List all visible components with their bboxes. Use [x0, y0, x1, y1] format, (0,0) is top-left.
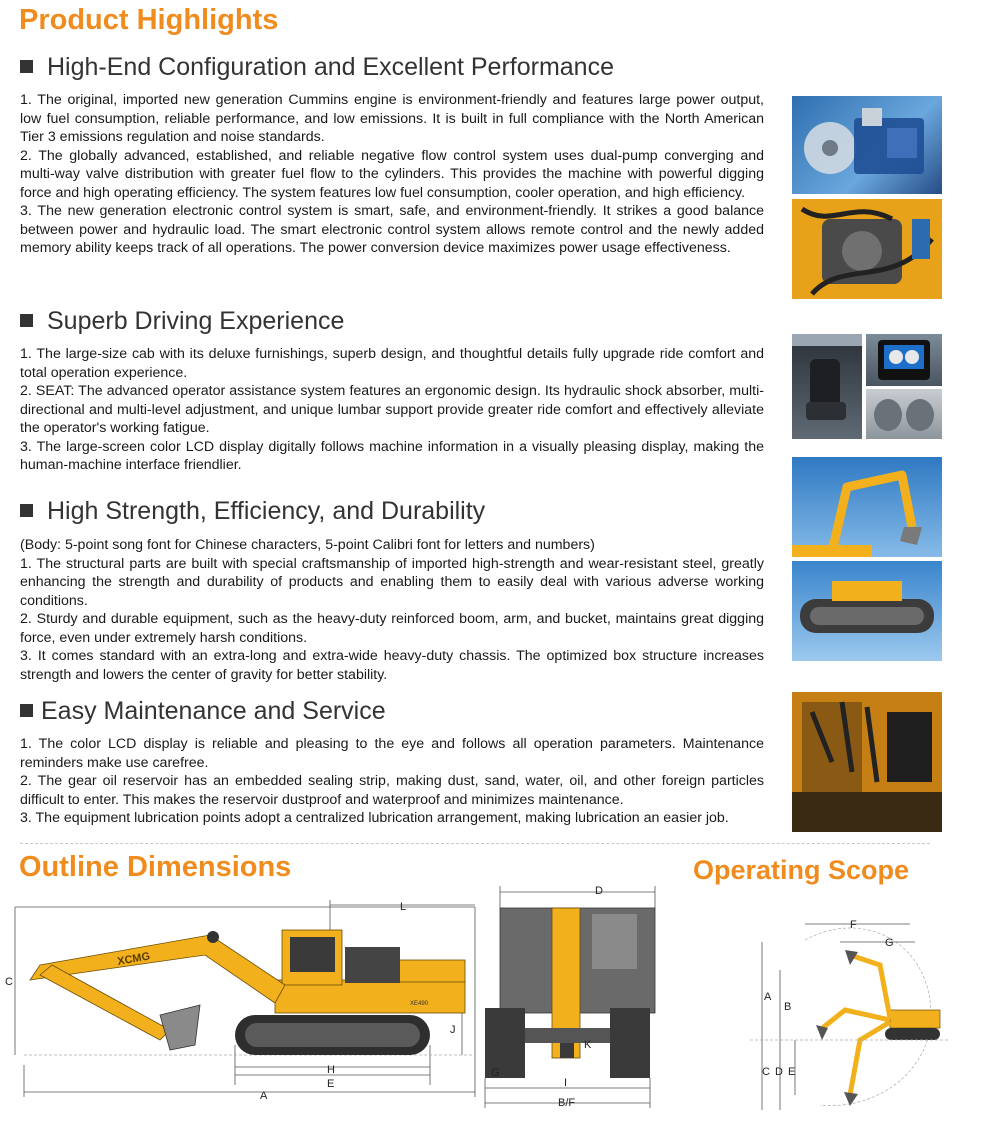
dim-label-k: K	[584, 1039, 592, 1051]
scope-label-f: F	[850, 919, 857, 931]
dim-label-j: J	[450, 1024, 456, 1036]
section-heading-text: High Strength, Efficiency, and Durability	[47, 497, 486, 525]
scope-label-d: D	[775, 1066, 783, 1078]
paragraph: 1. The large-size cab with its deluxe furnishings, superb design, and thoughtful details fully upgrade ride comfort and total operation experience.	[20, 346, 764, 381]
dim-label-d: D	[595, 885, 603, 897]
scope-label-a: A	[764, 991, 772, 1003]
section-heading-text: Superb Driving Experience	[47, 307, 345, 335]
paragraph: 2. The gear oil reservoir has an embedded sealing strip, making dust, sand, water, oil, and other foreign particles difficult to enter. This makes the reservoir dustproof and waterproof and minimizes maintenance.	[20, 773, 764, 808]
square-bullet-icon	[20, 504, 33, 517]
paragraph: 2. SEAT: The advanced operator assistance system features an ergonomic design. Its hydraulic shock absorber, multi-directional and multi-level adjustment, and unique lumbar support provide greater ride comfort and effectively alleviate the operator's working fatigue.	[20, 383, 764, 436]
section-body-performance	[20, 91, 764, 258]
operating-scope-title: Operating Scope	[693, 855, 910, 885]
brand-mark: XCMG	[116, 950, 152, 968]
maintenance-photo	[792, 692, 942, 832]
paragraph: (Body: 5-point song font for Chinese characters, 5-point Calibri font for letters and numbers)	[20, 537, 595, 553]
scope-label-b: B	[784, 1001, 792, 1013]
paragraph: 3. The new generation electronic control system is smart, safe, and environment-friendly. It strikes a good balance between power and hydraulic load. The smart electronic control system allows remote control and the newly added memory ability keeps track of all operations. The power conversion device maximizes power usage effectiveness.	[20, 203, 764, 256]
section-heading-maintenance	[20, 697, 386, 726]
model-mark: XE490	[410, 1001, 429, 1007]
dim-label-h: H	[327, 1064, 335, 1076]
square-bullet-icon	[20, 704, 33, 717]
paragraph: 3. The equipment lubrication points adopt a centralized lubrication arrangement, making lubrication an easier job.	[20, 810, 729, 826]
section-heading-text: Easy Maintenance and Service	[41, 697, 386, 725]
dim-label-l: L	[400, 901, 407, 913]
section-body-maintenance	[20, 735, 764, 828]
square-bullet-icon	[20, 314, 33, 327]
dim-label-i: I	[564, 1077, 568, 1089]
lcd-display-photo	[866, 334, 942, 386]
outline-dimensions-title: Outline Dimensions	[19, 851, 292, 883]
operating-scope-drawing	[750, 910, 950, 1115]
cab-seat-photo	[792, 334, 862, 439]
dim-label-bf: B/F	[558, 1097, 576, 1109]
boom-arm-photo	[792, 457, 942, 557]
paragraph: 3. The large-screen color LCD display digitally follows machine information in a visually pleasing display, making the human-machine interface friendlier.	[20, 438, 764, 473]
dim-label-g: G	[491, 1067, 500, 1079]
scope-label-c: C	[762, 1066, 770, 1078]
front-view-drawing	[480, 878, 660, 1113]
paragraph: 1. The original, imported new generation Cummins engine is environment-friendly and features large power output, low fuel consumption, reliable performance, and low emissions. It is built in full compliance with the North American Tier 3 emissions regulation and noise standards.	[20, 92, 764, 145]
dim-label-e: E	[327, 1078, 335, 1090]
section-body-driving	[20, 345, 764, 475]
paragraph: 1. The structural parts are built with special craftsmanship of imported high-strength and wear-resistant steel, greatly enhancing the strength and durability of products and enabling them to easily deal with various adverse working conditions.	[20, 555, 764, 609]
chassis-photo	[792, 561, 942, 661]
cab-interior-photo	[866, 389, 942, 439]
section-divider	[20, 843, 930, 844]
dim-label-a: A	[260, 1090, 268, 1102]
section-heading-text: High-End Configuration and Excellent Performance	[47, 53, 614, 81]
section-heading-strength	[20, 497, 485, 526]
dim-label-c: C	[5, 976, 13, 988]
section-heading-performance	[20, 53, 614, 82]
page-title: Product Highlights	[19, 4, 279, 36]
section-heading-driving	[20, 307, 344, 336]
paragraph: 1. The color LCD display is reliable and pleasing to the eye and follows all operation parameters. Maintenance reminders make use carefree.	[20, 736, 764, 771]
scope-label-e: E	[788, 1066, 796, 1078]
hydraulic-pump-photo	[792, 199, 942, 299]
paragraph: 3. It comes standard with an extra-long and extra-wide heavy-duty chassis. The optimized box structure increases strength and lowers the center of gravity for better stability.	[20, 648, 764, 683]
square-bullet-icon	[20, 60, 33, 73]
section-body-strength	[20, 536, 764, 684]
paragraph: 2. Sturdy and durable equipment, such as the heavy-duty reinforced boom, arm, and bucket, maintains great digging force, even under extremely harsh conditions.	[20, 611, 764, 646]
side-view-drawing	[0, 885, 480, 1110]
paragraph: 2. The globally advanced, established, and reliable negative flow control system uses dual-pump converging and multi-way valve distribution with greater fuel flow to the cylinders. This provides the machine with powerful digging force and high operating efficiency. The system features low fuel consumption, cooler operation, and high efficiency.	[20, 147, 764, 201]
engine-photo	[792, 96, 942, 194]
scope-label-g: G	[885, 937, 894, 949]
